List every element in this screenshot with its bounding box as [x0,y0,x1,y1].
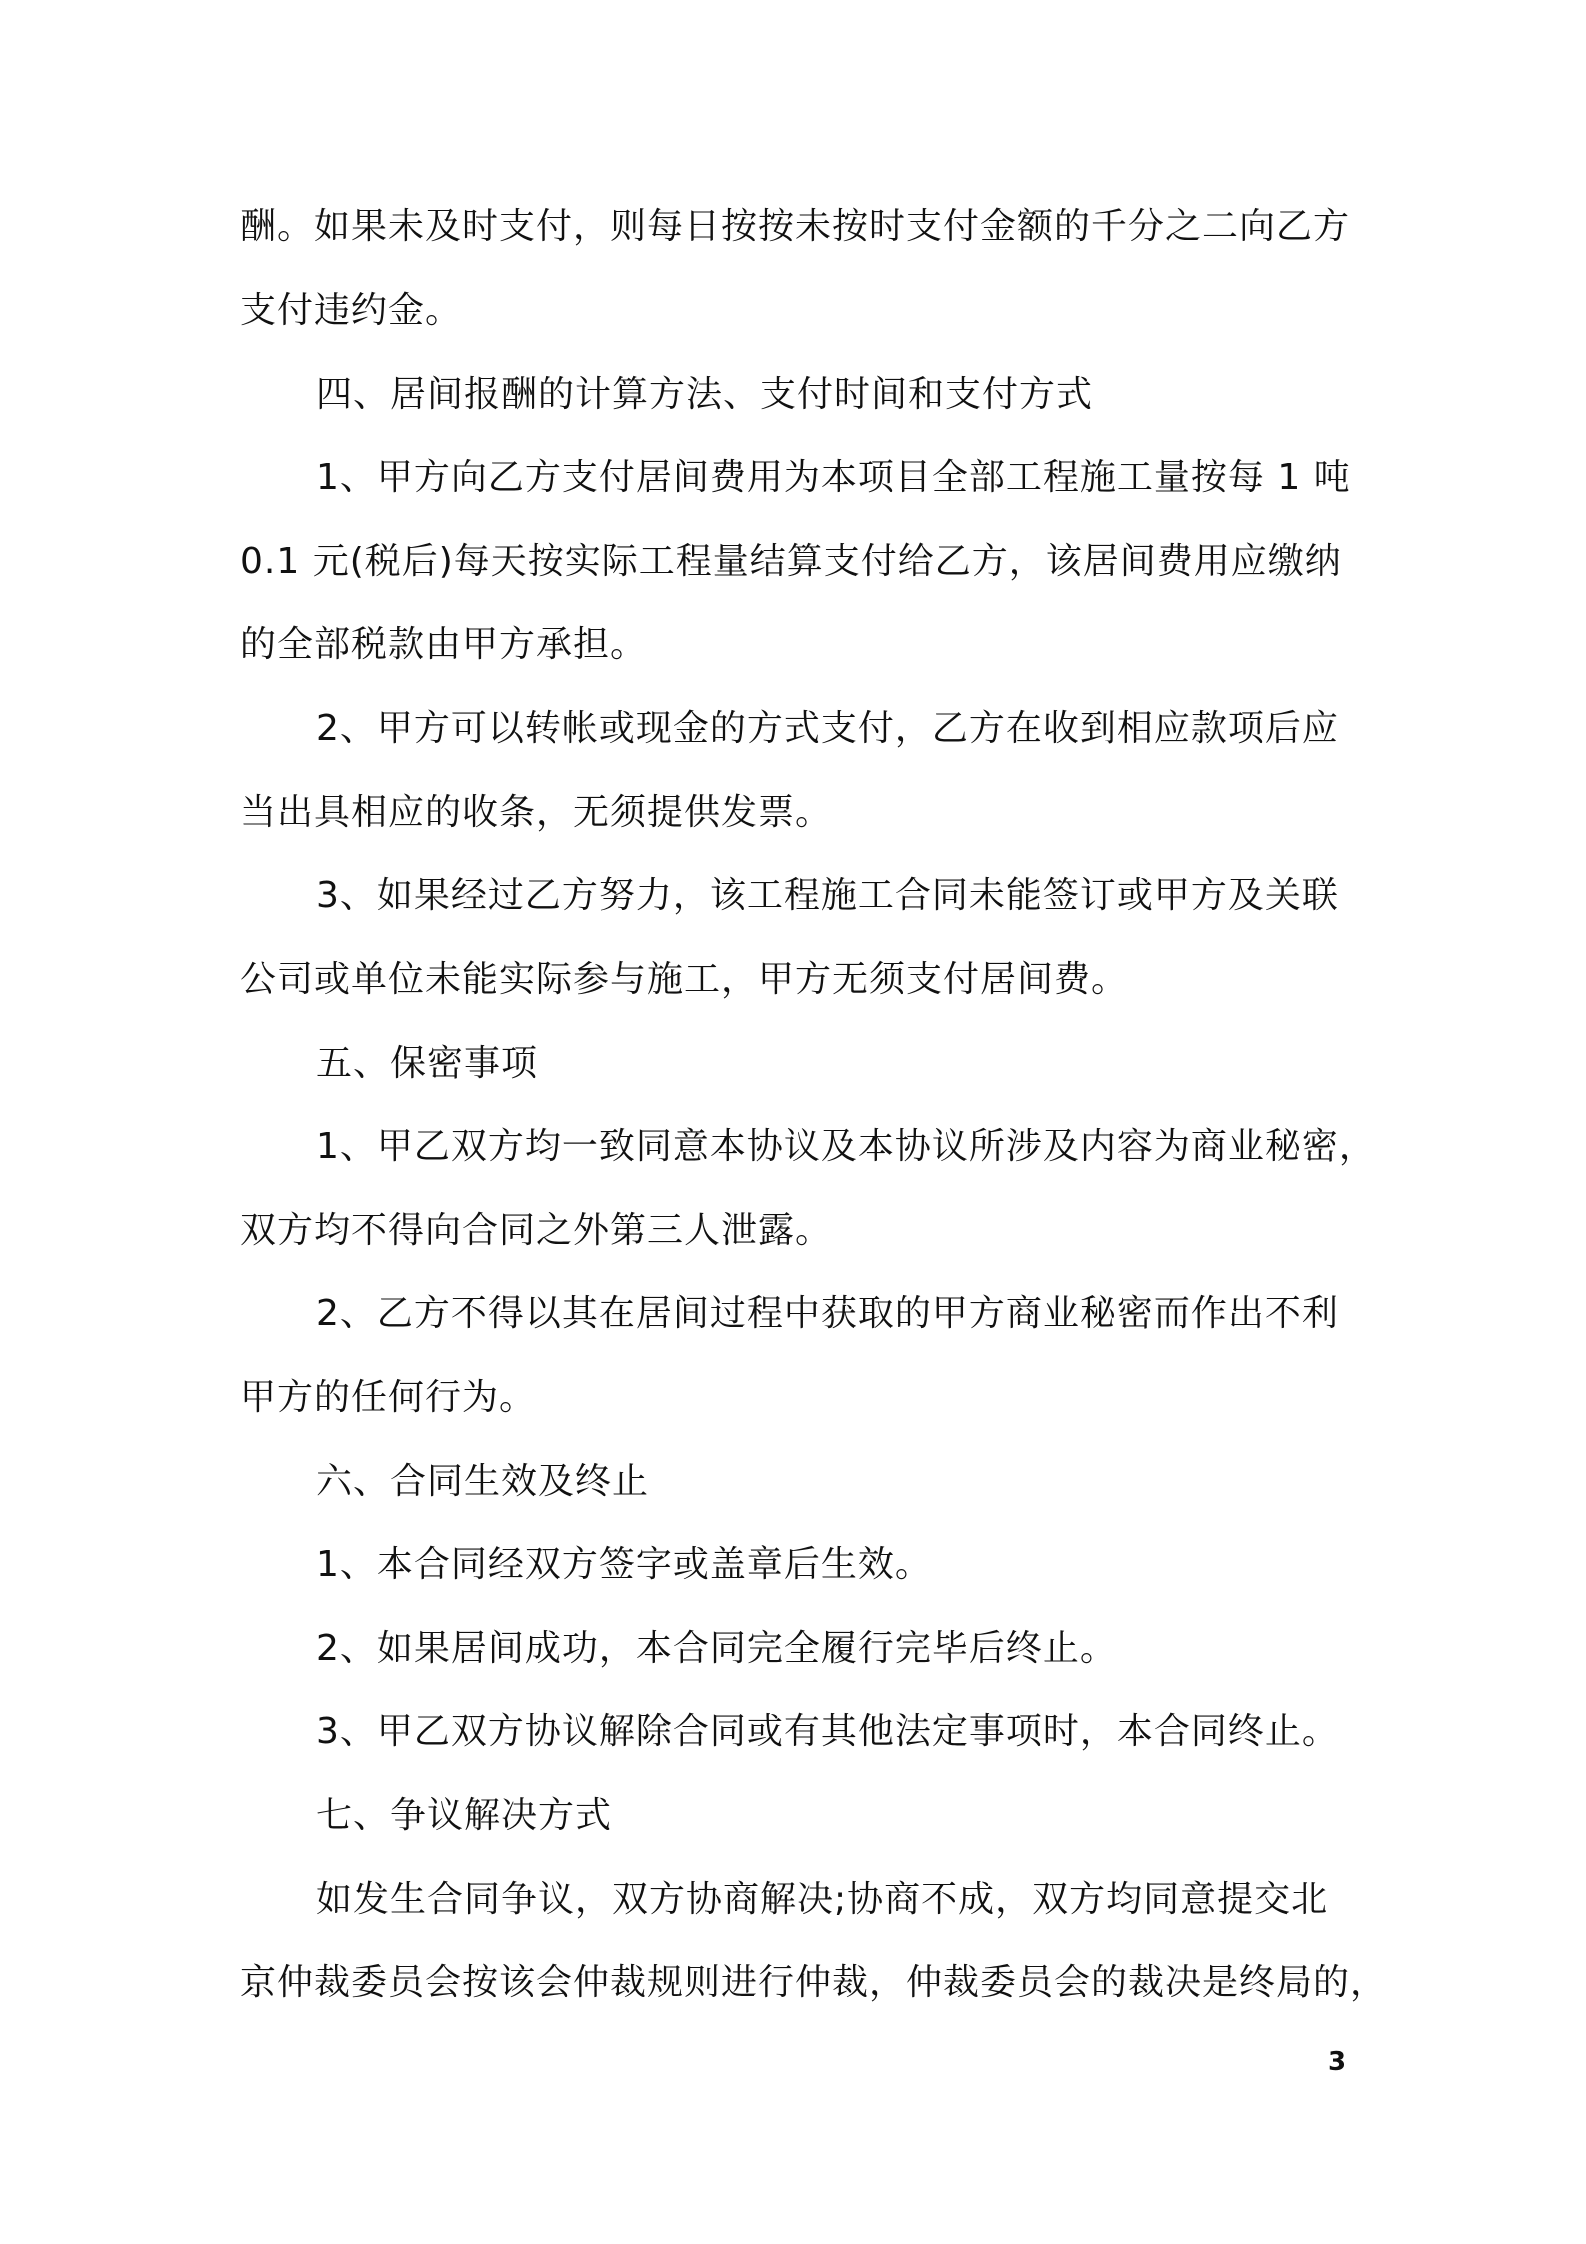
text-line: 酬。如果未及时支付，则每日按按未按时支付金额的千分之二向乙方 [240,206,1351,247]
text-line: 支付违约金。 [240,290,463,331]
text-line: 3、如果经过乙方努力，该工程施工合同未能签订或甲方及关联 [316,875,1339,916]
text-line: 1、本合同经双方签字或盖章后生效。 [316,1544,932,1585]
text-line: 2、甲方可以转帐或现金的方式支付，乙方在收到相应款项后应 [316,708,1339,749]
section-heading: 七、争议解决方式 [316,1795,613,1836]
text-line: 如发生合同争议，双方协商解决;协商不成，双方均同意提交北 [316,1879,1329,1920]
text-line: 2、如果居间成功，本合同完全履行完毕后终止。 [316,1628,1117,1669]
page-number: 3 [1328,2047,1347,2077]
text-line: 1、甲乙双方均一致同意本协议及本协议所涉及内容为商业秘密， [316,1126,1376,1167]
text-line: 1、甲方向乙方支付居间费用为本项目全部工程施工量按每 1 吨 [316,457,1351,498]
text-line: 当出具相应的收条，无须提供发票。 [240,792,833,833]
text-line: 公司或单位未能实际参与施工，甲方无须支付居间费。 [240,959,1129,1000]
text-line: 的全部税款由甲方承担。 [240,624,648,665]
text-line: 2、乙方不得以其在居间过程中获取的甲方商业秘密而作出不利 [316,1293,1339,1334]
text-line: 甲方的任何行为。 [240,1377,537,1418]
section-heading: 四、居间报酬的计算方法、支付时间和支付方式 [316,374,1094,415]
section-heading: 五、保密事项 [316,1043,539,1084]
text-line: 0.1 元(税后)每天按实际工程量结算支付给乙方，该居间费用应缴纳 [240,541,1342,582]
text-line: 3、甲乙双方协议解除合同或有其他法定事项时，本合同终止。 [316,1711,1339,1752]
section-heading: 六、合同生效及终止 [316,1461,650,1502]
text-line: 双方均不得向合同之外第三人泄露。 [240,1210,833,1251]
text-line: 京仲裁委员会按该会仲裁规则进行仲裁，仲裁委员会的裁决是终局的， [240,1962,1388,2003]
